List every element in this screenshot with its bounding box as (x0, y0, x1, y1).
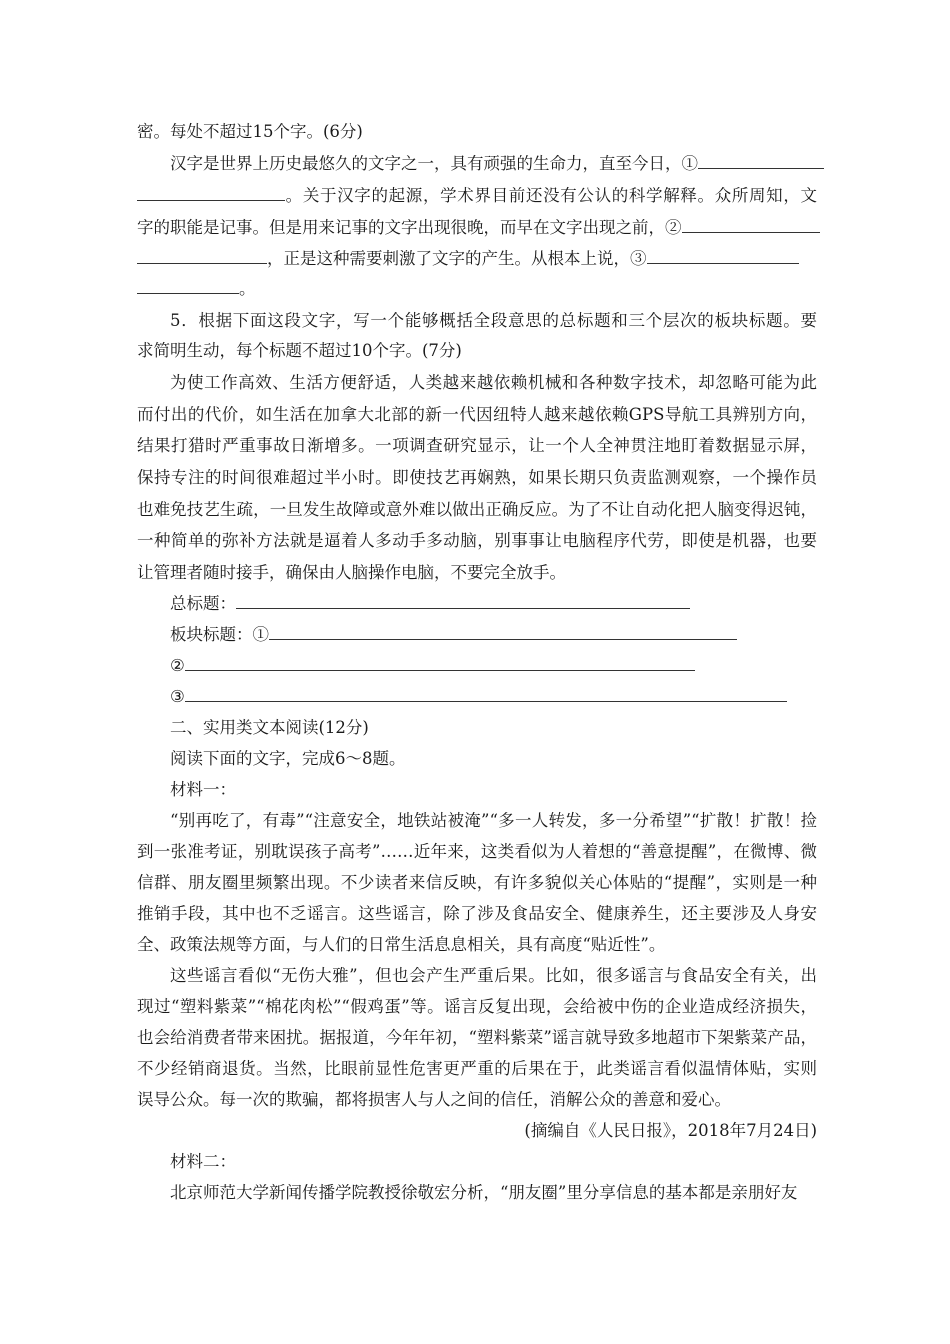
q5-para-line: 结果打猎时严重事故日渐增多。一项调查研究显示，让一个人全神贯注地盯着数据显示屏， (137, 436, 817, 455)
m1-p2-line: 不少经销商退货。当然，比眼前显性危害更严重的后果在于，此类谣言看似温情体贴，实则 (137, 1059, 817, 1078)
m1-p1-line: 信群、朋友圈里频繁出现。不少读者来信反映，有许多貌似关心体贴的“提醒”，实则是一种 (137, 873, 817, 892)
main-title-row (170, 594, 850, 614)
answer-blank-2a[interactable] (682, 218, 820, 233)
m1-p2-line: 误导公众。每一次的欺骗，都将损害人与人之间的信任，消解公众的善意和爱心。 (137, 1090, 731, 1109)
block-title-blank-2[interactable] (185, 656, 695, 671)
answer-blank-2b[interactable] (137, 249, 267, 264)
q5-para-line: 而付出的代价，如生活在加拿大北部的新一代因纽特人越来越依赖GPS导航工具辨别方向， (137, 405, 817, 424)
q4-para-line-2: 。关于汉字的起源，学术界目前还没有公认的科学解释。众所周知，文 (137, 186, 817, 206)
m1-p1-line: “别再吃了，有毒”“注意安全，地铁站被淹”“多一人转发，多一分希望”“扩散！扩散！捡 (170, 811, 817, 830)
block-title-row-3 (170, 687, 850, 707)
block-title-row-2 (170, 656, 850, 676)
m1-p1-line: 全、政策法规等方面，与人们的日常生活息息相关，具有高度“贴近性”。 (137, 935, 666, 954)
q5-para-line: 一种简单的弥补方法就是逼着人多动手多动脑，别事事让电脑程序代劳，即使是机器，也要 (137, 531, 817, 550)
block-title-blank-1[interactable] (269, 625, 737, 640)
answer-blank-3a[interactable] (647, 249, 799, 264)
m1-source: (摘编自《人民日报》，2018年7月24日) (524, 1121, 817, 1140)
block-title-mark-2: ② (170, 656, 185, 675)
q4-para-line-5: 。 (137, 279, 817, 299)
main-title-label: 总标题： (170, 594, 236, 613)
q5-para-line: 也难免技艺生疏，一旦发生故障或意外难以做出正确反应。为了不让自动化把人脑变得迟钝， (137, 500, 817, 519)
block-title-mark-3: ③ (170, 687, 185, 706)
main-title-blank[interactable] (236, 594, 690, 609)
m1-p2-line: 现过“塑料紫菜”“棉花肉松”“假鸡蛋”等。谣言反复出现，会给被中伤的企业造成经济损失， (137, 997, 817, 1016)
q4-para-line-4: ，正是这种需要刺激了文字的产生。从根本上说，③ (137, 249, 817, 269)
answer-blank-1b[interactable] (137, 186, 285, 201)
block-title-row-1 (170, 625, 850, 645)
block-title-blank-3[interactable] (185, 687, 787, 702)
m1-p2-line: 这些谣言看似“无伤大雅”，但也会产生严重后果。比如，很多谣言与食品安全有关，出 (170, 966, 817, 985)
answer-blank-3b[interactable] (137, 279, 239, 294)
section-instruction: 阅读下面的文字，完成6～8题。 (170, 749, 406, 768)
q4-tail: 密。每处不超过15个字。(6分) (137, 122, 363, 141)
q4-para-line-3: 字的职能是记事。但是用来记事的文字出现很晚，而早在文字出现之前，② (137, 218, 817, 238)
material-1-label: 材料一： (170, 780, 236, 799)
q5-stem-line-2: 求简明生动，每个标题不超过10个字。(7分) (137, 341, 462, 360)
m2-line: 北京师范大学新闻传播学院教授徐敬宏分析，“朋友圈”里分享信息的基本都是亲朋好友 (170, 1183, 798, 1202)
m1-p1-line: 到一张准考证，别耽误孩子高考”……近年来，这类看似为人着想的“善意提醒”，在微博、微 (137, 842, 817, 861)
answer-blank-1a[interactable] (698, 154, 824, 169)
q5-stem-line-1: 5．根据下面这段文字，写一个能够概括全段意思的总标题和三个层次的板块标题。要 (170, 311, 817, 330)
q5-para-line: 保持专注的时间很难超过半小时。即使技艺再娴熟，如果长期只负责监测观察，一个操作员 (137, 468, 817, 487)
material-2-label: 材料二： (170, 1152, 236, 1171)
q4-para-line-1: 汉字是世界上历史最悠久的文字之一，具有顽强的生命力，直至今日，① (170, 154, 850, 174)
q5-para-line: 让管理者随时接手，确保由人脑操作电脑，不要完全放手。 (137, 563, 566, 582)
q5-para-line: 为使工作高效、生活方便舒适，人类越来越依赖机械和各种数字技术，却忽略可能为此 (170, 373, 817, 392)
m1-p1-line: 推销手段，其中也不乏谣言。这些谣言，除了涉及食品安全、健康养生，还主要涉及人身安 (137, 904, 817, 923)
m1-p2-line: 也会给消费者带来困扰。据报道，今年年初，“塑料紫菜”谣言就导致多地超市下架紫菜产品， (137, 1028, 817, 1047)
block-title-label: 板块标题：① (170, 625, 269, 644)
section-heading: 二、实用类文本阅读(12分) (170, 718, 369, 737)
